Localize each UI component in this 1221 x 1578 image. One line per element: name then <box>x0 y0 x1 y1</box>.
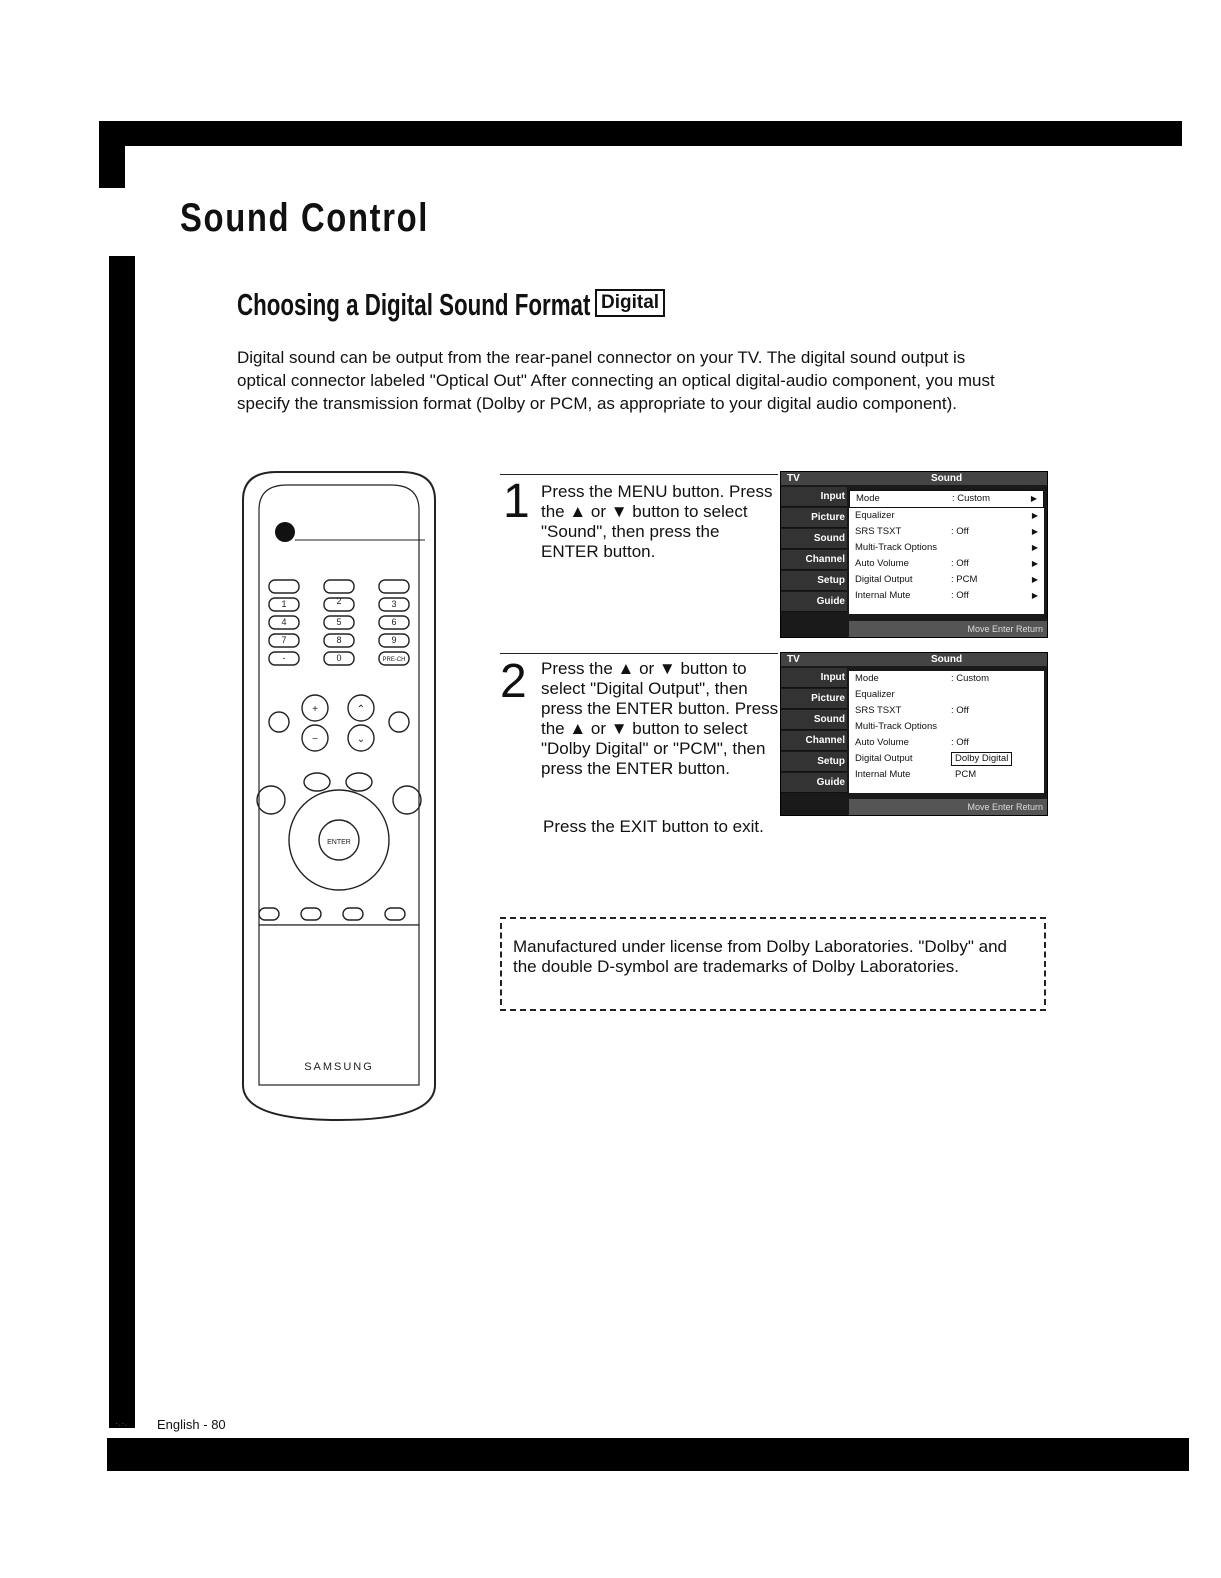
tv2-header <box>781 653 1047 666</box>
section-title: Choosing a Digital Sound Format <box>237 287 591 322</box>
svg-text:6: 6 <box>391 617 397 627</box>
key-2: 2 <box>336 596 342 606</box>
tv2-side-setup: Setup <box>781 752 847 772</box>
bottom-bar <box>107 1438 1189 1471</box>
svg-text:+: + <box>312 704 318 715</box>
tv2-row-internalmute: Internal Mute PCM <box>855 769 977 780</box>
tv-screen-1 <box>780 471 1048 638</box>
tv1-header <box>781 472 1047 485</box>
tv1-header-tv: TV <box>787 473 800 484</box>
tv1-sidebar <box>781 486 847 613</box>
page-number: English - 80 <box>157 1417 226 1432</box>
svg-text:1: 1 <box>281 599 287 609</box>
svg-text:8: 8 <box>336 635 342 645</box>
tv1-side-guide: Guide <box>781 592 847 612</box>
tv2-sidebar <box>781 667 847 794</box>
step1-rule <box>500 474 778 475</box>
page-title: Sound Control <box>180 196 430 240</box>
step1-number: 1 <box>503 475 530 528</box>
tv1-row-multitrack: Multi-Track Options ▶ <box>855 542 1038 553</box>
svg-text:⌃: ⌃ <box>356 704 366 715</box>
power-icon <box>275 522 295 542</box>
tv-screen-2 <box>780 652 1048 816</box>
tv2-side-sound: Sound <box>781 710 847 730</box>
remote-control-illustration <box>237 470 441 1125</box>
top-bar <box>99 121 1182 146</box>
svg-text:4: 4 <box>281 617 287 627</box>
svg-text:PRE-CH: PRE-CH <box>382 657 406 663</box>
svg-text:3: 3 <box>391 599 397 609</box>
tv1-row-digitaloutput: Digital Output : PCM ▶ <box>855 574 1038 585</box>
step2-text: Press the ▲ or ▼ button to select "Digital Output", then press the ENTER button. Press the ▲ or ▼ button to select "Dolby Digital" or "PCM", then press the ENTER button. <box>541 659 779 778</box>
svg-text:-: - <box>282 653 286 663</box>
tv2-row-multitrack: Multi-Track Options <box>855 721 937 732</box>
digital-badge: Digital <box>595 289 665 317</box>
tv1-footer: Move Enter Return <box>849 621 1047 637</box>
svg-text:−: − <box>312 734 318 745</box>
tv1-row-mode: Mode : Custom ▶ <box>849 490 1044 508</box>
tv2-row-mode: Mode : Custom <box>855 673 990 684</box>
remote-drawing <box>237 470 441 1125</box>
tv1-side-sound: Sound <box>781 529 847 549</box>
dolby-note-text: Manufactured under license from Dolby Laboratories. "Dolby" and the double D-symbol are trademarks of Dolby Laboratories. <box>513 937 1007 976</box>
step2-exit-text: Press the EXIT button to exit. <box>543 817 764 836</box>
tv2-menu-panel <box>849 671 1044 793</box>
step1-text: Press the MENU button. Press the ▲ or ▼ button to select "Sound", then press the ENTER button. <box>541 482 773 561</box>
tv2-side-channel: Channel <box>781 731 847 751</box>
tv2-footer: Move Enter Return <box>849 799 1047 815</box>
tv2-row-equalizer: Equalizer <box>855 689 895 700</box>
tv1-side-input: Input <box>781 487 847 507</box>
dolby-note-box <box>500 917 1046 1011</box>
tv1-row-equalizer: Equalizer ▶ <box>855 510 1038 521</box>
left-bar-top <box>99 121 125 188</box>
footer-mark: ·.·. <box>115 1418 128 1429</box>
svg-text:5: 5 <box>336 617 342 627</box>
svg-text:9: 9 <box>391 635 397 645</box>
tv2-row-digitaloutput: Digital Output Dolby Digital <box>849 751 1044 767</box>
tv1-menu-panel <box>849 490 1044 614</box>
svg-text:ENTER: ENTER <box>327 839 351 846</box>
tv2-side-input: Input <box>781 668 847 688</box>
tv1-side-picture: Picture <box>781 508 847 528</box>
tv2-side-guide: Guide <box>781 773 847 793</box>
svg-text:⌄: ⌄ <box>356 734 366 745</box>
tv1-row-internalmute: Internal Mute : Off ▶ <box>855 590 1038 601</box>
tv1-header-title: Sound <box>931 473 963 484</box>
left-bar <box>109 256 135 1428</box>
tv2-header-title: Sound <box>931 654 963 665</box>
tv1-row-autovolume: Auto Volume : Off ▶ <box>855 558 1038 569</box>
tv2-side-picture: Picture <box>781 689 847 709</box>
tv2-row-autovolume: Auto Volume : Off <box>855 737 969 748</box>
svg-text:SAMSUNG: SAMSUNG <box>304 1061 374 1073</box>
tv2-row-srs: SRS TSXT : Off <box>855 705 969 716</box>
step2-rule <box>500 653 778 654</box>
step2-number: 2 <box>500 655 527 708</box>
tv1-side-setup: Setup <box>781 571 847 591</box>
tv2-header-tv: TV <box>787 654 800 665</box>
tv1-row-srs: SRS TSXT : Off ▶ <box>855 526 1038 537</box>
svg-text:7: 7 <box>281 635 287 645</box>
tv1-side-channel: Channel <box>781 550 847 570</box>
intro-paragraph: Digital sound can be output from the rear-panel connector on your TV. The digital sound output is optical connector labeled "Optical Out" After connecting an optical digital-audio component, you must specify the transmission format (Dolby or PCM, as appropriate to your digital audio component). <box>237 348 995 413</box>
svg-text:0: 0 <box>336 653 342 663</box>
